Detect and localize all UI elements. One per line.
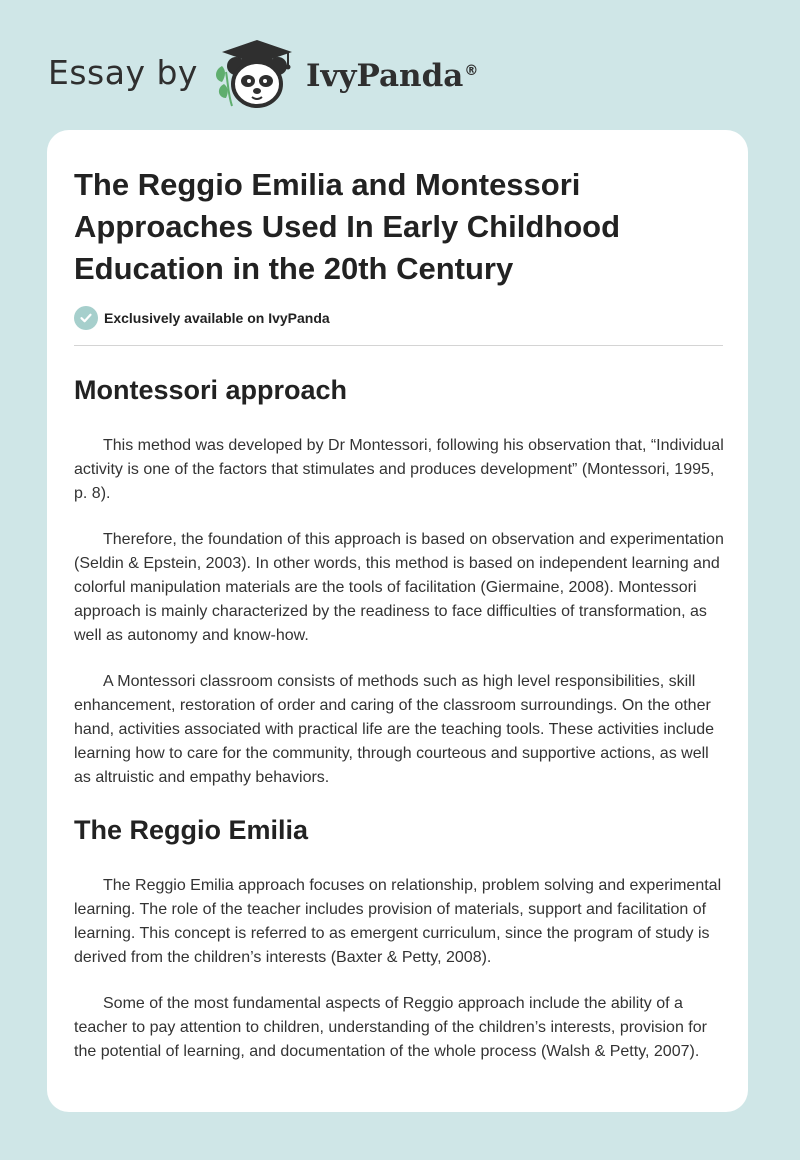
paragraph: Therefore, the foundation of this approach is based on observation and experimentation (Seldin & Epstein, 2003). In other words, this method is based on independent learning and colorful manipulation materials are the tools of facilitation (Giermaine, 2008). Montessori approach is mainly characterized by the readiness to face difficulties of transformation, as well as autonomy and know-how.: [74, 531, 724, 644]
paragraph: This method was developed by Dr Montessori, following his observation that, “Individual activity is one of the factors that stimulates and produces development” (Montessori, 1995, p. 8).: [74, 437, 724, 502]
paragraph: Some of the most fundamental aspects of Reggio approach include the ability of a teacher to pay attention to children, understanding of the children’s interests, provision for the potential of learning, and documentation of the whole process (Walsh & Petty, 2007).: [74, 995, 707, 1060]
check-circle-icon: [74, 306, 98, 330]
essay-title: The Reggio Emilia and Montessori Approaches Used In Early Childhood Education in the 20th Century: [74, 167, 621, 286]
exclusive-badge-label: Exclusively available on IvyPanda: [104, 310, 330, 326]
panda-graduation-cap-icon: [212, 36, 298, 112]
exclusive-badge: [74, 306, 330, 330]
title-divider: [74, 345, 723, 346]
site-header: [48, 36, 478, 112]
section-heading-reggio-emilia: The Reggio Emilia: [74, 815, 309, 845]
essay-card: [47, 130, 748, 1112]
paragraph: The Reggio Emilia approach focuses on relationship, problem solving and experimental learning. The role of the teacher includes provision of materials, support and facilitation of learning. This concept is referred to as emergent curriculum, since the program of study is derived from the children’s interests (Baxter & Petty, 2008).: [74, 877, 722, 966]
essay-body: [74, 358, 724, 1064]
essay-by-label: Essay by: [48, 52, 198, 92]
brand-name: IvyPanda: [305, 58, 464, 94]
registered-mark: ®: [464, 62, 479, 79]
brand-logo-text: [306, 58, 478, 94]
paragraph: A Montessori classroom consists of methods such as high level responsibilities, skill enhancement, restoration of order and caring of the classroom surroundings. On the other hand, activities associated with practical life are the teaching tools. These activities include learning how to care for the community, through courteous and supportive actions, as well as altruistic and empathy behaviors.: [74, 673, 715, 786]
section-heading-montessori: Montessori approach: [74, 375, 348, 405]
